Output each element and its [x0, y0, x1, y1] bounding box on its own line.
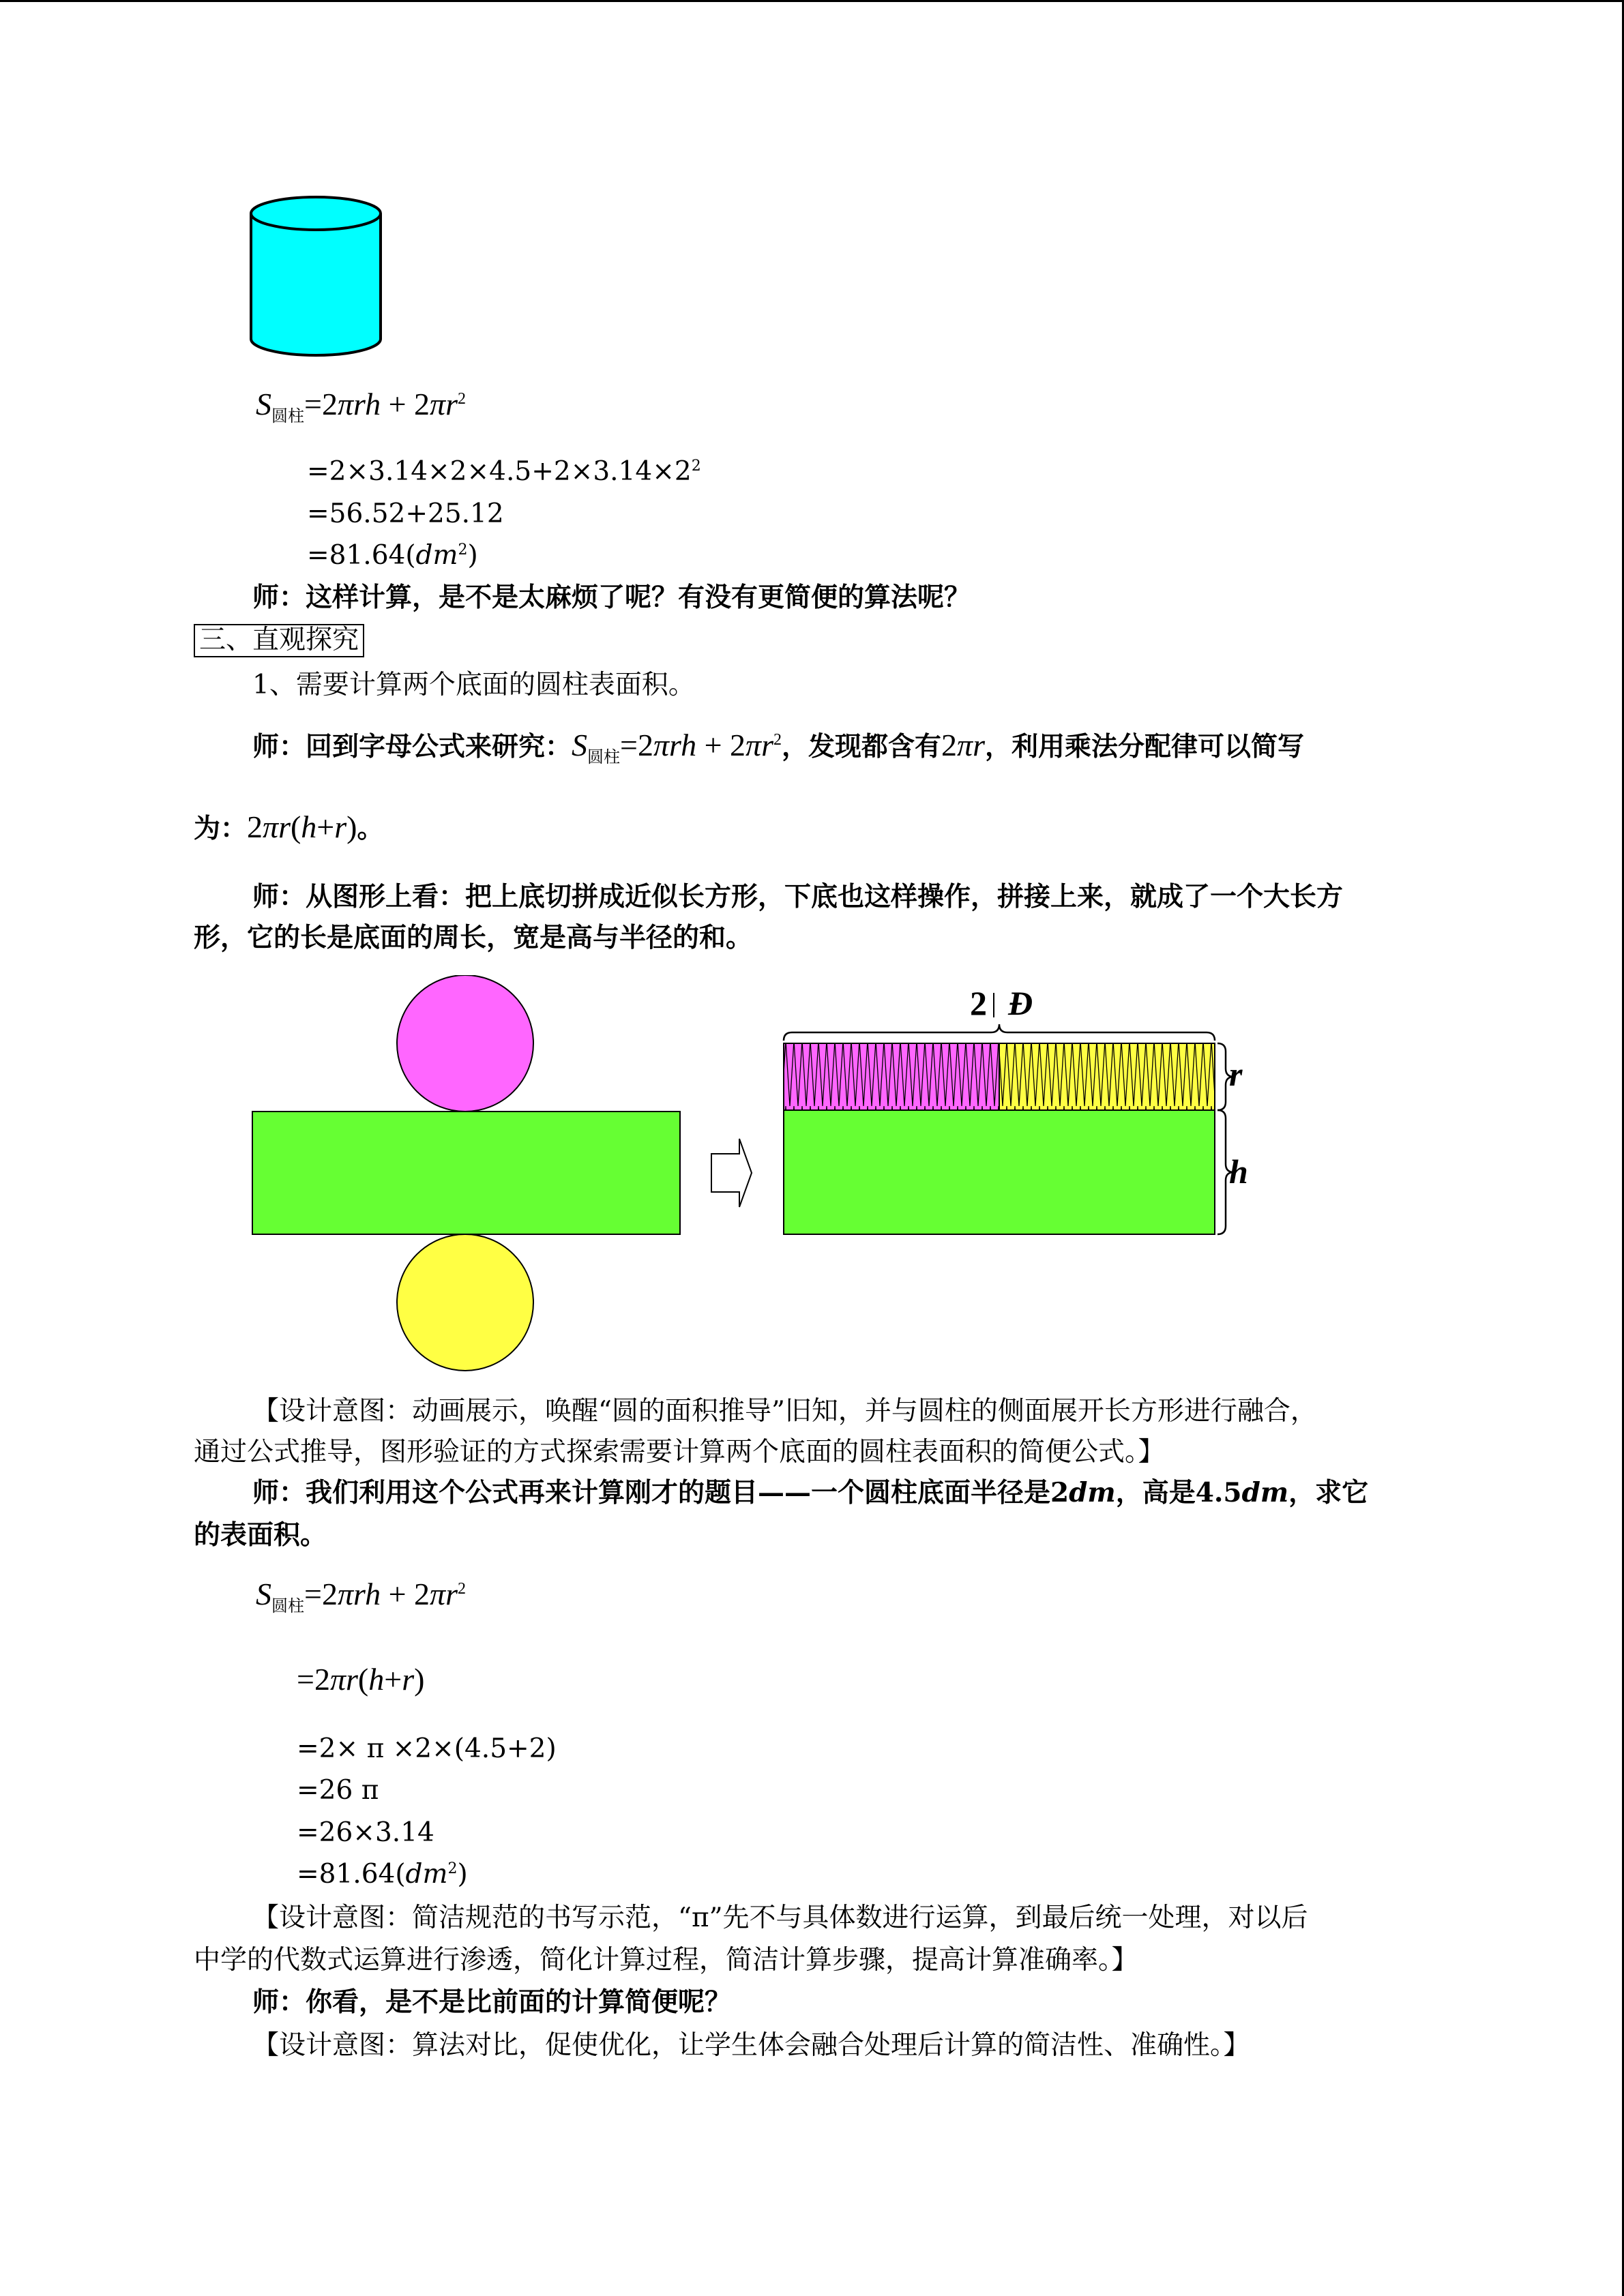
surface-formula-1: $S_{圆柱}=2\pi rh + 2\pi r^2$ [256, 387, 466, 426]
top-base-circle [397, 975, 533, 1112]
design-intent-2-line2: 中学的代数式运算进行渗透，简化计算过程，简洁计算步骤，提高计算准确率。】 [194, 1945, 1138, 1976]
top-border [0, 0, 1624, 2]
calc2-step4: =26 π [297, 1775, 379, 1806]
teacher-formula-line: 师：回到字母公式来研究：$S_{圆柱}=2\pi rh + 2\pi r^2$，发现都含有2πr，利用乘法分配律可以简写 [252, 728, 1304, 766]
teacher-shape-line2: 形，它的长是底面的周长，宽是高与半径的和。 [194, 922, 753, 953]
top-brace [784, 1024, 1215, 1041]
teacher-question-1: 师：这样计算，是不是太麻烦了呢？有没有更简便的算法呢？ [252, 582, 971, 613]
calc1-line2: =56.52+25.12 [307, 498, 504, 529]
item-1: 1、需要计算两个底面的圆柱表面积。 [252, 670, 695, 700]
teacher-apply-line1: 师：我们利用这个公式再来计算刚才的题目——一个圆柱底面半径是2dm，高是4.5dm，求它 [252, 1477, 1369, 1508]
simplified-expression: 为：2πr(h+r)。 [194, 809, 384, 844]
calc2-step2: =2πr(h+r) [297, 1662, 425, 1697]
calc2-step3: =2× π ×2×(4.5+2) [297, 1733, 557, 1764]
cylinder-figure [246, 194, 389, 361]
surface-formula-2: $S_{圆柱}=2\pi rh + 2\pi r^2$ [256, 1577, 466, 1615]
label-two-pi: 2 [970, 984, 987, 1022]
calc1-line1: $=2\times 3.14\times 2\times 4.5+2\times 3.14\times 2^2$ [307, 456, 701, 487]
label-h: h [1229, 1152, 1248, 1191]
calc2-step6: $=81.64(dm^2)$ [297, 1859, 468, 1890]
lateral-rectangle [252, 1112, 680, 1234]
combined-rectangle [784, 1110, 1215, 1234]
design-intent-1-line1: 【设计意图：动画展示，唤醒“圆的面积推导”旧知，并与圆柱的侧面展开长方形进行融合， [252, 1396, 1317, 1427]
design-intent-2-line1: 【设计意图：简洁规范的书写示范，“π”先不与具体数进行运算，到最后统一处理，对以后 [252, 1903, 1308, 1933]
design-intent-3: 【设计意图：算法对比，促使优化，让学生体会融合处理后计算的简洁性、准确性。】 [252, 2030, 1250, 2061]
calc2-step5: =26×3.14 [297, 1817, 434, 1848]
section-heading-3: 三、直观探究 [194, 624, 364, 657]
bottom-base-circle [397, 1234, 533, 1371]
teacher-shape-line1: 师：从图形上看：把上底切拼成近似长方形，下底也这样操作，拼接上来，就成了一个大长方 [252, 881, 1344, 912]
label-pi-glyph: Ð [1008, 984, 1033, 1022]
design-intent-1-line2: 通过公式推导，图形验证的方式探索需要计算两个底面的圆柱表面积的简便公式。】 [194, 1437, 1165, 1467]
right-arrow-icon [711, 1139, 752, 1207]
calc1-line3: $=81.64(dm^2)$ [307, 540, 478, 571]
teacher-question-2: 师：你看，是不是比前面的计算简便呢？ [252, 1986, 732, 2018]
cylinder-net-diagram [246, 975, 1269, 1384]
label-r: r [1229, 1055, 1243, 1093]
teacher-apply-line2: 的表面积。 [194, 1519, 327, 1551]
